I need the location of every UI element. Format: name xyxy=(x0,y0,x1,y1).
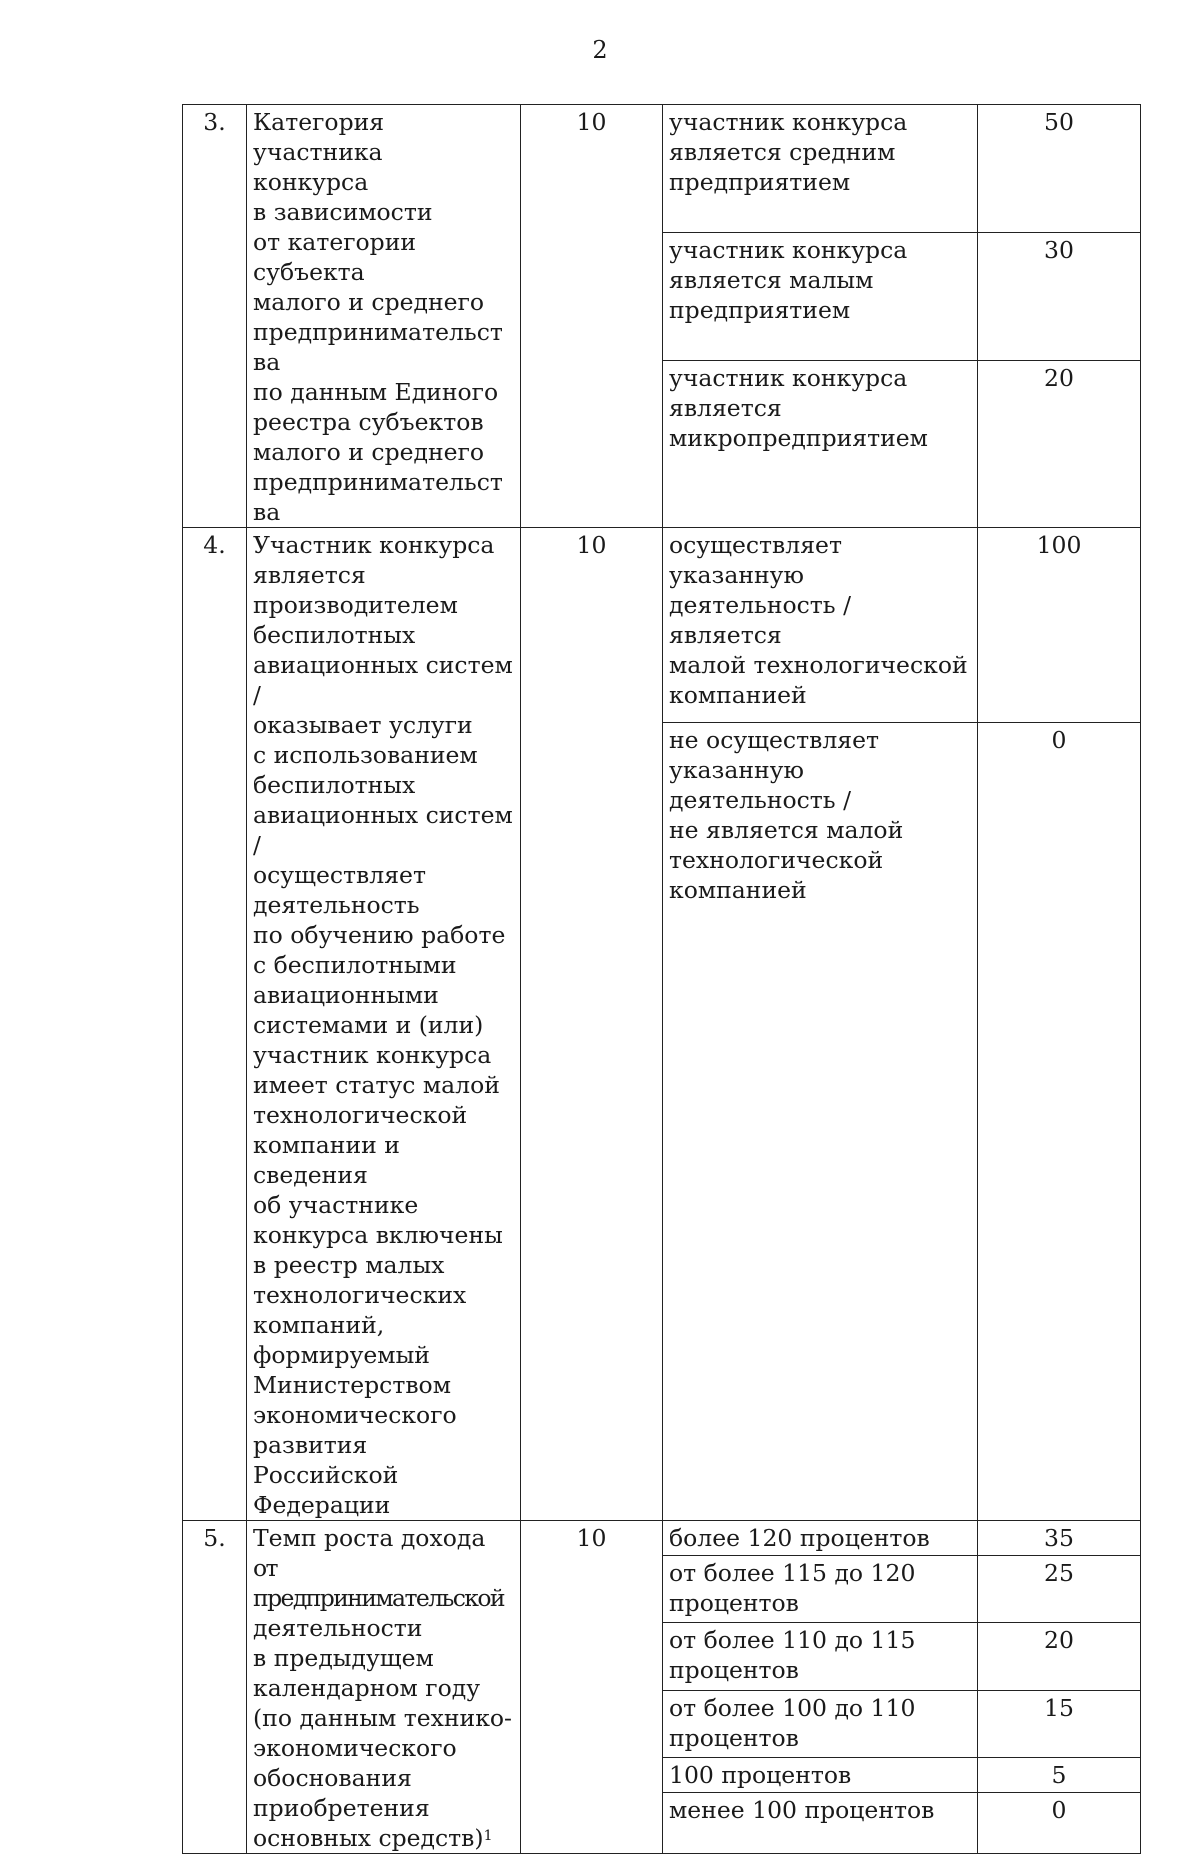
weight-value: 10 xyxy=(521,528,663,1521)
condition-text: менее 100 процентов xyxy=(663,1793,978,1854)
score-value: 25 xyxy=(978,1556,1141,1623)
score-value: 30 xyxy=(978,233,1141,361)
condition-text: не осуществляет указанную деятельность / не является малой технологической компанией xyxy=(663,722,978,1520)
score-value: 0 xyxy=(978,1793,1141,1854)
score-value: 0 xyxy=(978,722,1141,1520)
score-value: 50 xyxy=(978,105,1141,233)
condition-text: участник конкурса является малым предприятием xyxy=(663,233,978,361)
condition-text: от более 110 до 115 процентов xyxy=(663,1623,978,1690)
weight-value: 10 xyxy=(521,1521,663,1854)
score-value: 20 xyxy=(978,1623,1141,1690)
score-value: 35 xyxy=(978,1521,1141,1556)
table-row xyxy=(183,528,1141,723)
criterion-text: Темп роста дохода от предпринимательской деятельности в предыдущем календарном году (по данным технико- экономического обоснования приобретения основных средств)$^1$ xyxy=(247,1521,521,1854)
condition-text: более 120 процентов xyxy=(663,1521,978,1556)
condition-text: участник конкурса является микропредприятием xyxy=(663,361,978,528)
criterion-text: Категория участника конкурса в зависимости от категории субъекта малого и среднего предпринимательства по данным Единого реестра субъектов малого и среднего предпринимательства xyxy=(247,105,521,528)
condition-text: от более 115 до 120 процентов xyxy=(663,1556,978,1623)
condition-text: осуществляет указанную деятельность / является малой технологической компанией xyxy=(663,528,978,723)
criteria-table xyxy=(182,104,1141,1854)
row-number: 4. xyxy=(183,528,247,1521)
table-row xyxy=(183,105,1141,233)
page-number: 2 xyxy=(592,36,608,64)
condition-text: участник конкурса является средним предприятием xyxy=(663,105,978,233)
criterion-text: Участник конкурса является производителем беспилотных авиационных систем / оказывает услуги с использованием беспилотных авиационных систем / осуществляет деятельность по обучению работе с беспилотными авиационными системами и (или) участник конкурса имеет статус малой технологической компании и сведения об участнике конкурса включены в реестр малых технологических компаний, формируемый Министерством экономического развития Российской Федерации xyxy=(247,528,521,1521)
score-value: 100 xyxy=(978,528,1141,723)
row-number: 5. xyxy=(183,1521,247,1854)
row-number: 3. xyxy=(183,105,247,528)
condition-text: от более 100 до 110 процентов xyxy=(663,1690,978,1757)
footnote-mark: 1 xyxy=(483,1828,493,1844)
condition-text: 100 процентов xyxy=(663,1757,978,1792)
score-value: 20 xyxy=(978,361,1141,528)
score-value: 15 xyxy=(978,1690,1141,1757)
table-row xyxy=(183,1521,1141,1556)
weight-value: 10 xyxy=(521,105,663,528)
score-value: 5 xyxy=(978,1757,1141,1792)
